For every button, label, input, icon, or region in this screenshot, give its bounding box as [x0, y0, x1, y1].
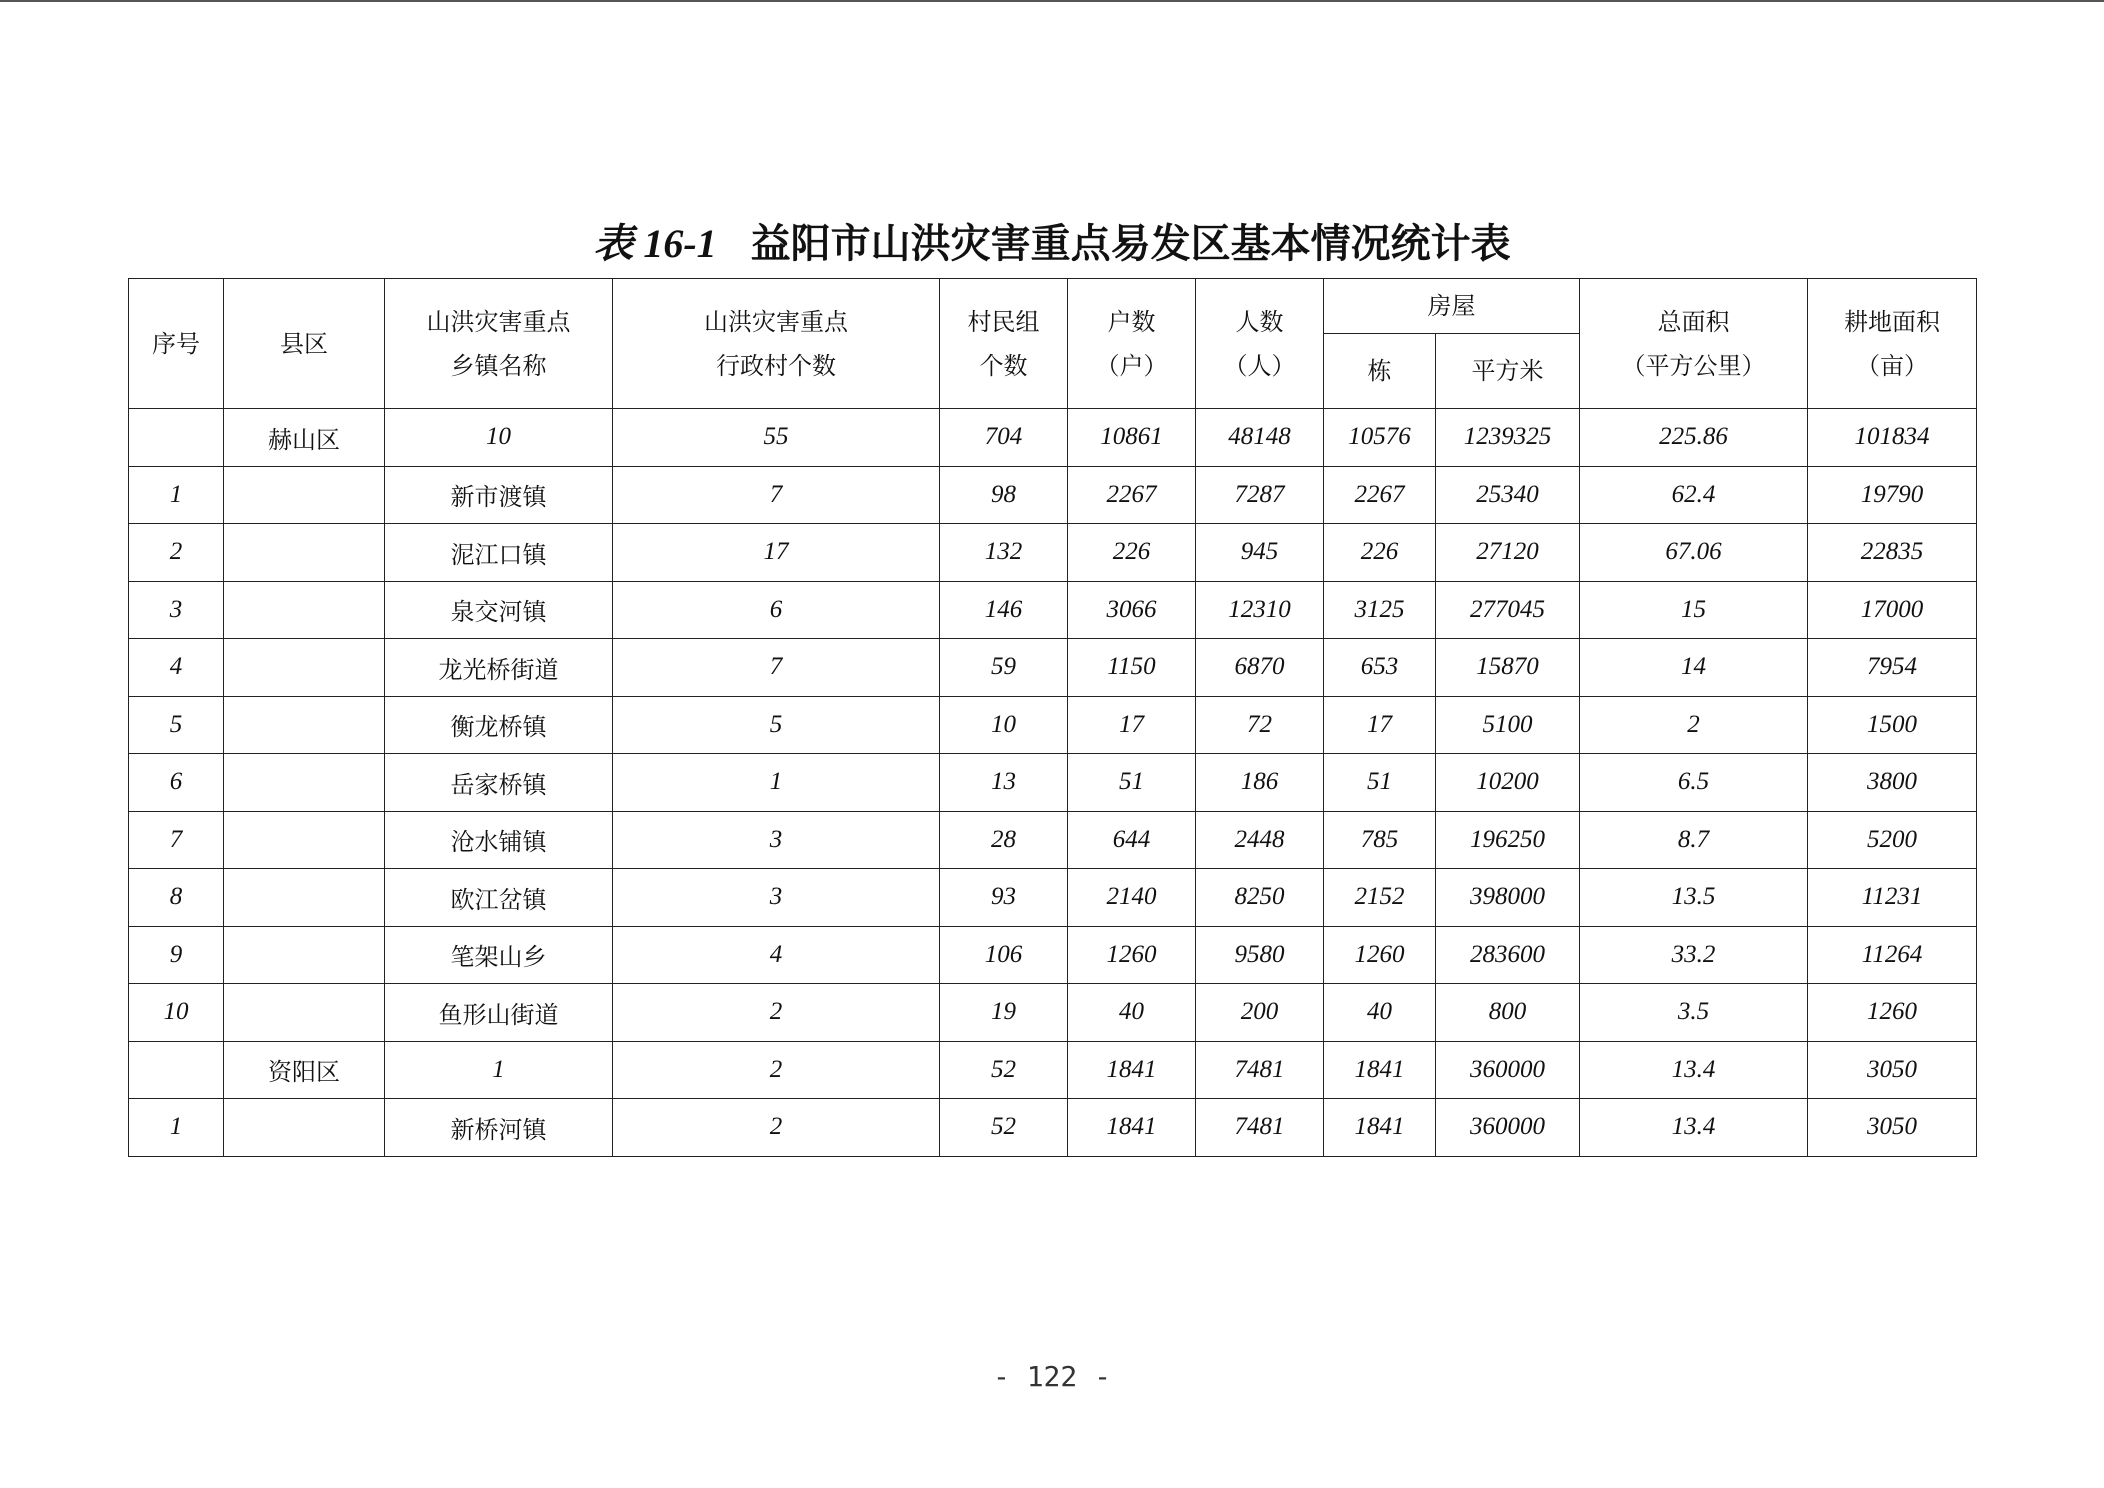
cell-buildings: 51: [1324, 754, 1436, 812]
cell-total-area: 33.2: [1580, 926, 1808, 984]
cell-buildings: 1841: [1324, 1099, 1436, 1157]
cell-farmland: 5200: [1808, 811, 1977, 869]
table-row: [129, 869, 1977, 927]
table-row: [129, 639, 1977, 697]
cell-county: [224, 524, 385, 582]
page-number: - 122 -: [992, 1360, 1111, 1393]
cell-village-count: 3: [613, 811, 940, 869]
cell-town-name: 衡龙桥镇: [385, 696, 613, 754]
table-row: [129, 811, 1977, 869]
table-row: [129, 1041, 1977, 1099]
cell-square-meters: 196250: [1436, 811, 1580, 869]
cell-square-meters: 398000: [1436, 869, 1580, 927]
cell-households: 17: [1068, 696, 1196, 754]
cell-population: 8250: [1196, 869, 1324, 927]
cell-total-area: 14: [1580, 639, 1808, 697]
cell-buildings: 3125: [1324, 581, 1436, 639]
cell-square-meters: 25340: [1436, 466, 1580, 524]
cell-county: [224, 754, 385, 812]
cell-group-count: 28: [940, 811, 1068, 869]
table-number: 表 16-1: [593, 221, 717, 266]
header-group-count: 村民组 个数: [940, 279, 1068, 409]
cell-village-count: 1: [613, 754, 940, 812]
cell-total-area: 3.5: [1580, 984, 1808, 1042]
cell-group-count: 146: [940, 581, 1068, 639]
cell-seq: 3: [129, 581, 224, 639]
cell-town-name: 10: [385, 409, 613, 467]
cell-square-meters: 5100: [1436, 696, 1580, 754]
cell-households: 10861: [1068, 409, 1196, 467]
cell-total-area: 67.06: [1580, 524, 1808, 582]
cell-households: 40: [1068, 984, 1196, 1042]
cell-town-name: 笔架山乡: [385, 926, 613, 984]
cell-households: 1841: [1068, 1041, 1196, 1099]
cell-population: 7481: [1196, 1041, 1324, 1099]
cell-village-count: 2: [613, 1041, 940, 1099]
cell-buildings: 226: [1324, 524, 1436, 582]
cell-farmland: 11264: [1808, 926, 1977, 984]
cell-farmland: 19790: [1808, 466, 1977, 524]
header-county: 县区: [224, 279, 385, 409]
cell-town-name: 岳家桥镇: [385, 754, 613, 812]
cell-town-name: 1: [385, 1041, 613, 1099]
header-housing: 房屋: [1324, 279, 1580, 334]
header-total-area: 总面积 （平方公里）: [1580, 279, 1808, 409]
cell-total-area: 15: [1580, 581, 1808, 639]
cell-group-count: 19: [940, 984, 1068, 1042]
cell-group-count: 52: [940, 1099, 1068, 1157]
cell-village-count: 4: [613, 926, 940, 984]
cell-households: 2140: [1068, 869, 1196, 927]
cell-seq: 6: [129, 754, 224, 812]
cell-seq: 1: [129, 466, 224, 524]
cell-total-area: 6.5: [1580, 754, 1808, 812]
cell-buildings: 2152: [1324, 869, 1436, 927]
cell-buildings: 785: [1324, 811, 1436, 869]
table-row: [129, 984, 1977, 1042]
cell-households: 1841: [1068, 1099, 1196, 1157]
cell-population: 9580: [1196, 926, 1324, 984]
cell-square-meters: 27120: [1436, 524, 1580, 582]
cell-group-count: 132: [940, 524, 1068, 582]
cell-population: 7481: [1196, 1099, 1324, 1157]
cell-buildings: 1841: [1324, 1041, 1436, 1099]
cell-village-count: 55: [613, 409, 940, 467]
table-row: [129, 466, 1977, 524]
cell-square-meters: 283600: [1436, 926, 1580, 984]
cell-population: 7287: [1196, 466, 1324, 524]
cell-total-area: 2: [1580, 696, 1808, 754]
cell-seq: 4: [129, 639, 224, 697]
flood-stats-table: [128, 278, 1977, 1157]
cell-county: [224, 581, 385, 639]
header-population: 人数 （人）: [1196, 279, 1324, 409]
cell-town-name: 欧江岔镇: [385, 869, 613, 927]
cell-seq: 9: [129, 926, 224, 984]
cell-town-name: 泥江口镇: [385, 524, 613, 582]
cell-buildings: 17: [1324, 696, 1436, 754]
cell-farmland: 7954: [1808, 639, 1977, 697]
cell-population: 2448: [1196, 811, 1324, 869]
cell-population: 186: [1196, 754, 1324, 812]
cell-farmland: 101834: [1808, 409, 1977, 467]
cell-households: 226: [1068, 524, 1196, 582]
cell-population: 12310: [1196, 581, 1324, 639]
cell-seq: 2: [129, 524, 224, 582]
cell-group-count: 52: [940, 1041, 1068, 1099]
cell-village-count: 2: [613, 1099, 940, 1157]
cell-group-count: 59: [940, 639, 1068, 697]
cell-town-name: 泉交河镇: [385, 581, 613, 639]
header-village-count: 山洪灾害重点 行政村个数: [613, 279, 940, 409]
cell-county: [224, 466, 385, 524]
cell-town-name: 新桥河镇: [385, 1099, 613, 1157]
cell-seq: 8: [129, 869, 224, 927]
cell-village-count: 7: [613, 639, 940, 697]
cell-seq: 5: [129, 696, 224, 754]
cell-village-count: 7: [613, 466, 940, 524]
cell-farmland: 1500: [1808, 696, 1977, 754]
cell-households: 2267: [1068, 466, 1196, 524]
cell-total-area: 62.4: [1580, 466, 1808, 524]
cell-town-name: 新市渡镇: [385, 466, 613, 524]
cell-town-name: 鱼形山街道: [385, 984, 613, 1042]
table-row: [129, 581, 1977, 639]
cell-town-name: 沧水铺镇: [385, 811, 613, 869]
table-title: [0, 212, 2104, 269]
cell-county: [224, 1099, 385, 1157]
cell-group-count: 10: [940, 696, 1068, 754]
table-row: [129, 409, 1977, 467]
cell-county: [224, 926, 385, 984]
cell-households: 51: [1068, 754, 1196, 812]
cell-village-count: 17: [613, 524, 940, 582]
cell-village-count: 3: [613, 869, 940, 927]
cell-town-name: 龙光桥街道: [385, 639, 613, 697]
header-square-meters: 平方米: [1436, 334, 1580, 409]
table-row: [129, 754, 1977, 812]
cell-households: 3066: [1068, 581, 1196, 639]
cell-population: 48148: [1196, 409, 1324, 467]
cell-village-count: 2: [613, 984, 940, 1042]
cell-group-count: 13: [940, 754, 1068, 812]
cell-seq: [129, 1041, 224, 1099]
cell-square-meters: 277045: [1436, 581, 1580, 639]
cell-total-area: 13.4: [1580, 1041, 1808, 1099]
cell-county: [224, 869, 385, 927]
cell-square-meters: 1239325: [1436, 409, 1580, 467]
table-row: [129, 926, 1977, 984]
cell-buildings: 653: [1324, 639, 1436, 697]
cell-group-count: 98: [940, 466, 1068, 524]
cell-total-area: 225.86: [1580, 409, 1808, 467]
cell-population: 72: [1196, 696, 1324, 754]
cell-seq: 10: [129, 984, 224, 1042]
cell-county: [224, 639, 385, 697]
table-row: [129, 1099, 1977, 1157]
cell-total-area: 8.7: [1580, 811, 1808, 869]
table-row: [129, 696, 1977, 754]
cell-farmland: 11231: [1808, 869, 1977, 927]
header-town-name: 山洪灾害重点 乡镇名称: [385, 279, 613, 409]
cell-square-meters: 800: [1436, 984, 1580, 1042]
cell-buildings: 2267: [1324, 466, 1436, 524]
cell-county: [224, 696, 385, 754]
page-top-border: [0, 0, 2104, 2]
cell-buildings: 1260: [1324, 926, 1436, 984]
header-households: 户数 （户）: [1068, 279, 1196, 409]
cell-village-count: 5: [613, 696, 940, 754]
cell-population: 6870: [1196, 639, 1324, 697]
header-seq: 序号: [129, 279, 224, 409]
cell-farmland: 17000: [1808, 581, 1977, 639]
table-title-text: 益阳市山洪灾害重点易发区基本情况统计表: [750, 221, 1511, 267]
cell-households: 644: [1068, 811, 1196, 869]
cell-seq: [129, 409, 224, 467]
header-buildings: 栋: [1324, 334, 1436, 409]
cell-county: [224, 984, 385, 1042]
header-farmland: 耕地面积 （亩）: [1808, 279, 1977, 409]
cell-village-count: 6: [613, 581, 940, 639]
table-row: [129, 524, 1977, 582]
cell-farmland: 22835: [1808, 524, 1977, 582]
cell-square-meters: 15870: [1436, 639, 1580, 697]
cell-buildings: 10576: [1324, 409, 1436, 467]
cell-total-area: 13.5: [1580, 869, 1808, 927]
cell-farmland: 3800: [1808, 754, 1977, 812]
cell-group-count: 106: [940, 926, 1068, 984]
table-body: [129, 409, 1977, 1157]
cell-population: 945: [1196, 524, 1324, 582]
cell-square-meters: 10200: [1436, 754, 1580, 812]
cell-county: [224, 811, 385, 869]
cell-seq: 1: [129, 1099, 224, 1157]
cell-square-meters: 360000: [1436, 1099, 1580, 1157]
header-row-1: [129, 279, 1977, 334]
cell-group-count: 704: [940, 409, 1068, 467]
cell-households: 1150: [1068, 639, 1196, 697]
cell-farmland: 3050: [1808, 1099, 1977, 1157]
cell-group-count: 93: [940, 869, 1068, 927]
cell-farmland: 1260: [1808, 984, 1977, 1042]
cell-total-area: 13.4: [1580, 1099, 1808, 1157]
cell-buildings: 40: [1324, 984, 1436, 1042]
cell-farmland: 3050: [1808, 1041, 1977, 1099]
cell-population: 200: [1196, 984, 1324, 1042]
cell-square-meters: 360000: [1436, 1041, 1580, 1099]
cell-county: 赫山区: [224, 409, 385, 467]
cell-county: 资阳区: [224, 1041, 385, 1099]
cell-seq: 7: [129, 811, 224, 869]
cell-households: 1260: [1068, 926, 1196, 984]
